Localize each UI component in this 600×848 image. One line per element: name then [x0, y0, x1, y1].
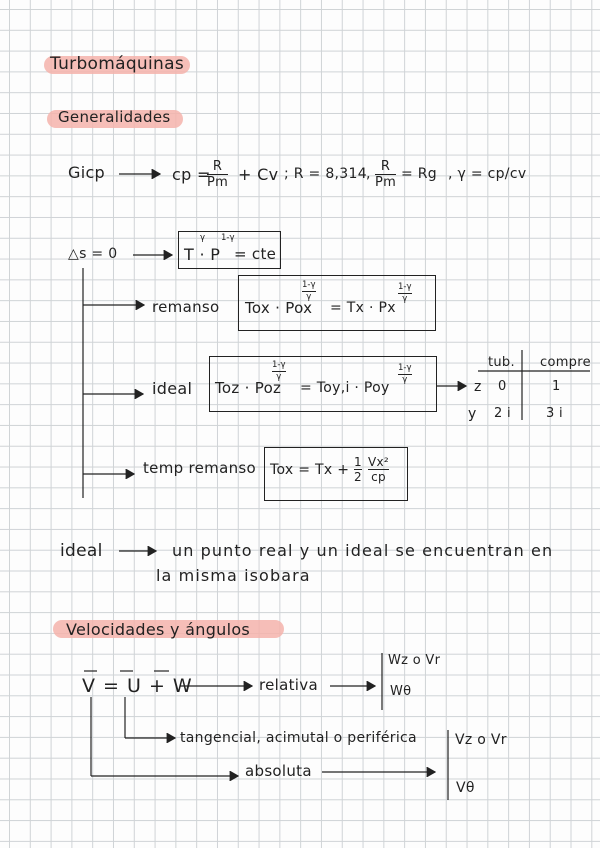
table-row-z-tub: 0: [498, 379, 507, 394]
ideal-rhs: = Toy,i · Poy: [300, 380, 390, 396]
remanso-lhs: Tox · Pox: [245, 299, 313, 317]
ideal-exp-rhs: 1-γ γ: [398, 363, 412, 385]
absoluta-component-2: Vθ: [456, 780, 475, 796]
rg-equals: = Rg: [401, 166, 437, 182]
relativa-component-2: Wθ: [390, 684, 412, 699]
absoluta-label: absoluta: [245, 762, 312, 780]
r-over-pm: R Pm: [207, 159, 229, 190]
table-row-y-tub: 2 i: [494, 406, 511, 421]
note-line-1: un punto real y un ideal se encuentran en: [172, 541, 554, 560]
ideal-lhs: Toz · Poz: [215, 379, 282, 397]
isentropic-label: △s = 0: [68, 246, 118, 262]
tangencial-label: tangencial, acimutal o periférica: [180, 730, 417, 746]
relativa-label: relativa: [259, 676, 318, 694]
section-heading: Velocidades y ángulos: [66, 620, 251, 639]
remanso-rhs: = Tx · Px: [330, 300, 396, 316]
table-row-y-var: y: [468, 406, 477, 422]
table-header-compre: compre: [540, 355, 591, 370]
section-heading: Generalidades: [58, 108, 171, 126]
relativa-component-1: Wz o Vr: [388, 653, 441, 668]
ideal-label: ideal: [152, 379, 193, 398]
note-line-2: la misma isobara: [156, 566, 311, 585]
absoluta-component-1: Vz o Vr: [455, 732, 507, 748]
velocity-equation: V = U + W: [82, 675, 193, 697]
gamma-definition: , γ = cp/cv: [448, 166, 527, 182]
cp-label: cp =: [172, 165, 211, 184]
temp-remanso-lhs: Tox = Tx +: [270, 462, 350, 478]
note-term: ideal: [60, 541, 103, 561]
temp-remanso-half: 1 2: [354, 455, 362, 484]
table-header-tub: tub.: [488, 355, 515, 370]
remanso-label: remanso: [152, 298, 220, 316]
ideal-exp: 1-γ γ: [272, 360, 286, 382]
page-title: Turbomáquinas: [50, 54, 184, 74]
temp-remanso-label: temp remanso: [143, 459, 256, 477]
plus-cv: + Cv: [238, 165, 279, 184]
isentropic-exp-one-minus-gamma: 1-γ: [221, 233, 235, 243]
table-row-z-compre: 1: [552, 379, 561, 394]
r-value: ; R = 8,314: [284, 166, 367, 182]
temp-remanso-vx-cp: Vx² cp: [368, 455, 390, 484]
table-row-y-compre: 3 i: [546, 406, 563, 421]
remanso-exp-rhs: 1-γ γ: [398, 282, 412, 304]
isentropic-tail: = cte: [234, 245, 277, 263]
isentropic-exp-gamma: γ: [200, 233, 206, 243]
isentropic-formula: T · P: [184, 245, 221, 264]
remanso-exp: 1-γ γ: [302, 280, 316, 302]
gicp-label: Gicp: [68, 163, 105, 182]
rg-fraction: R Pm: [375, 159, 397, 190]
rg-prefix: ,: [366, 166, 371, 182]
table-row-z-var: z: [474, 379, 482, 395]
